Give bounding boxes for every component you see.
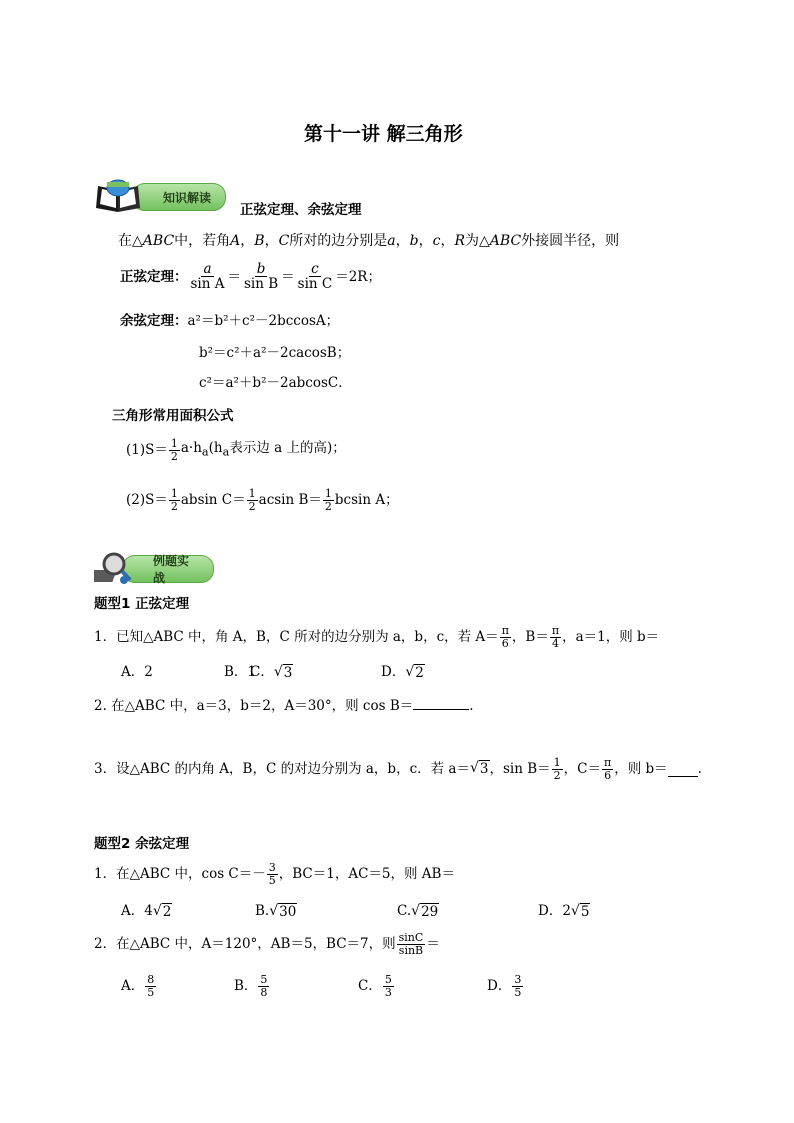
type2-question1: 1．在△ABC 中，cos C＝－ $\frac{3}{5}$ ，BC＝1，AC＝5，则 AB＝ (94, 861, 455, 887)
knowledge-badge-label: 知识解读 (132, 183, 226, 211)
magnifier-icon (94, 550, 138, 588)
type2-q1-option-b: B. √ 30 (255, 903, 297, 920)
type2-q2-option-c: C． $\frac{5}{3}$ (358, 973, 392, 999)
type2-question2: 2．在△ABC 中，A＝120°，AB＝5，BC＝7，则 $\frac{\sin C}{\sin B}$ ＝ (94, 931, 440, 957)
type1-q1-option-c: C． √ 3 (250, 664, 293, 681)
answer-blank[interactable] (413, 709, 469, 710)
cosine-law-line1: 余弦定理：a²＝b²＋c²－2bccosA； (120, 313, 340, 329)
area-heading: 三角形常用面积公式 (112, 408, 234, 424)
page-title: 第十一讲 解三角形 (304, 123, 463, 145)
answer-blank[interactable] (668, 762, 698, 777)
area-formula-1: (1)S＝ $\frac{1}{2}$ $a\cdot h_a(h_a$表示边 a 上的高)； (126, 437, 346, 463)
type2-q1-option-a: A．4 √ 2 (121, 903, 172, 920)
sine-law: 正弦定理： $\frac{a}{\text{sin A}}$ ＝ $\frac{b}{\text{sin B}}$ ＝ $\frac{c}{\text{sin C}}$ ＝ 2R ； (120, 261, 381, 293)
type1-question2: 2. 在△ABC 中，a＝3，b＝2，A＝30°，则 cos B＝ . (94, 698, 474, 714)
type1-heading: 题型1 正弦定理 (94, 596, 190, 612)
intro-paragraph: 在△ABC中，若角A，B，C所对的边分别是a，b，c，R为△ABC外接圆半径，则 (118, 233, 620, 249)
type2-heading: 题型2 余弦定理 (94, 836, 190, 852)
cosine-law-line2: b²＝c²＋a²－2cacosB； (199, 345, 351, 361)
type2-q1-option-c: C. √ 29 (397, 903, 439, 920)
book-icon (94, 178, 144, 214)
type1-question3: 3．设△ABC 的内角 A，B，C 的对边分别为 a，b，c．若 a＝ √ 3 ，sin B＝ $\frac{1}{2}$ ，C＝ $\frac{\pi}{6}$ ，则 b＝ . (94, 756, 702, 782)
type1-q1-option-d: D． √ 2 (381, 664, 424, 681)
type2-q2-option-a: A． $\frac{8}{5}$ (121, 973, 155, 999)
knowledge-badge (94, 178, 234, 212)
type2-q2-option-d: D． $\frac{3}{5}$ (487, 973, 522, 999)
type2-q1-option-d: D．2 √ 5 (538, 903, 590, 920)
section-heading-laws: 正弦定理、余弦定理 (240, 202, 362, 218)
type1-q1-option-a: A．2 (121, 664, 153, 680)
examples-badge-label: 例题实战 (122, 555, 214, 583)
area-formula-2: (2)S＝ $\frac{1}{2}$ absin C＝ $\frac{1}{2}$ acsin B＝ $\frac{1}{2}$ bcsin A； (126, 487, 399, 513)
type2-q2-option-b: B． $\frac{5}{8}$ (234, 973, 268, 999)
examples-badge (94, 550, 214, 584)
cosine-law-line3: c²＝a²＋b²－2abcosC． (199, 375, 352, 391)
type1-question1: 1．已知△ABC 中，角 A，B，C 所对的边分别为 a，b，c，若 A＝ $\frac{\pi}{6}$ ，B＝ $\frac{\pi}{4}$ ，a＝1，则 b＝ (94, 624, 660, 650)
type1-q1-option-b: B．1 (224, 664, 257, 680)
